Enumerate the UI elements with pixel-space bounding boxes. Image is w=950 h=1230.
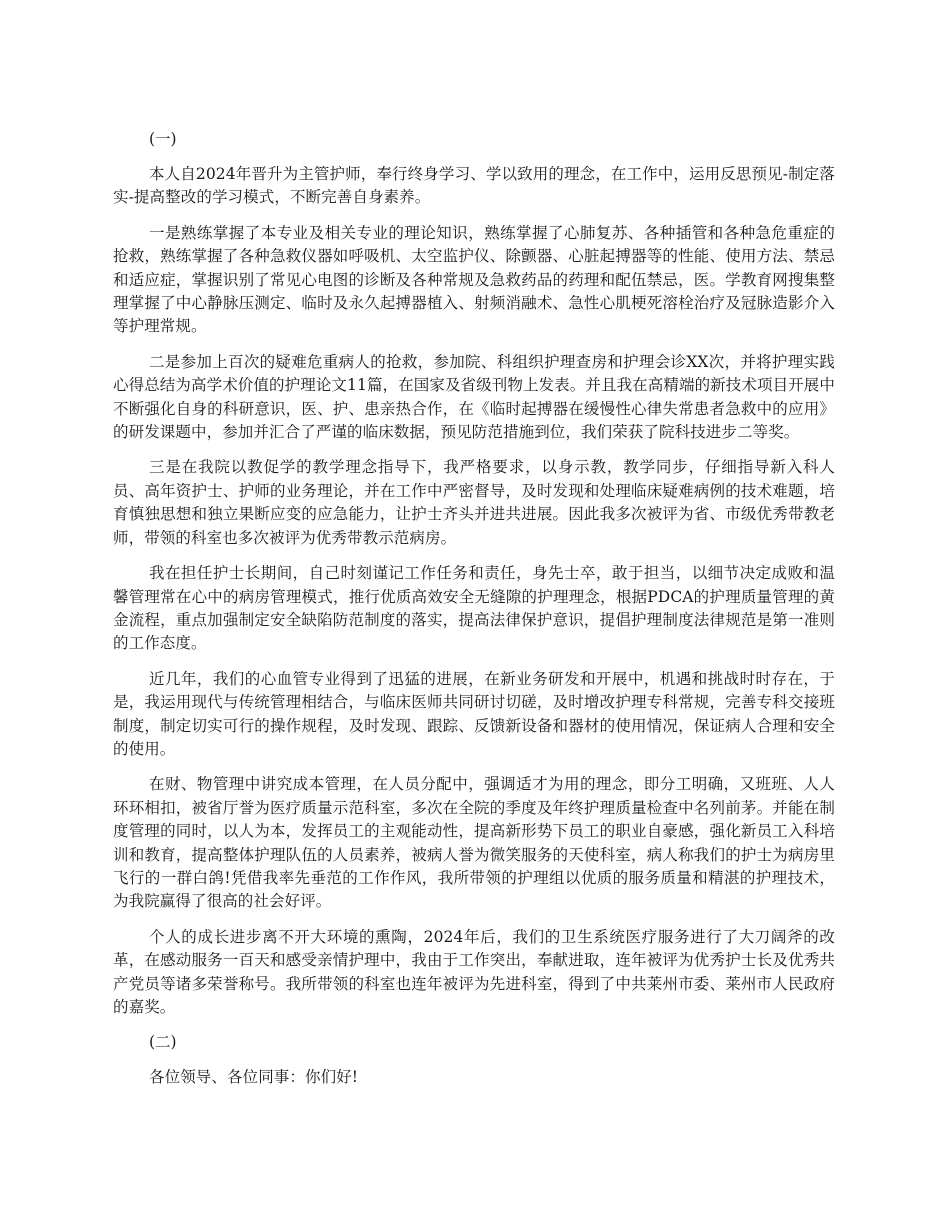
paragraph-point-two: 二是参加上百次的疑难危重病人的抢救，参加院、科组织护理查房和护理会诊XX次，并将护理实践心得总结为高学术价值的护理论文11篇，在国家及省级刊物上发表。并且我在高精端的新技术项目开展中不断强化自身的科研意识，医、护、患亲热合作，在《临时起搏器在缓慢性心律失常患者急救中的应用》的研发课题中，参加并汇合了严谨的临床数据，预见防范措施到位，我们荣获了院科技进步二等奖。 <box>113 352 835 442</box>
paragraph-intro: 本人自2024年晋升为主管护师，奉行终身学习、学以致用的理念，在工作中，运用反思预见-制定落实-提高整改的学习模式，不断完善自身素养。 <box>113 165 835 207</box>
paragraph-point-one: 一是熟练掌握了本专业及相关专业的理论知识，熟练掌握了心肺复苏、各种插管和各种急危重症的抢救，熟练掌握了各种急救仪器如呼吸机、太空监护仪、除颤器、心脏起搏器等的性能、使用方法、禁忌和适应症，掌握识别了常见心电图的诊断及各种常规及急救药品的药理和配伍禁忌，医。学教育网搜集整理掌握了中心静脉压测定、临时及永久起搏器植入、射频消融术、急性心肌梗死溶栓治疗及冠脉造影介入等护理常规。 <box>113 223 835 336</box>
greeting: 各位领导、各位同事：你们好! <box>149 1068 359 1087</box>
section-2-heading: (二) <box>149 1033 177 1052</box>
paragraph-head-nurse: 我在担任护士长期间，自己时刻谨记工作任务和责任，身先士卒，敢于担当，以细节决定成败和温馨管理常在心中的病房管理模式，推行优质高效安全无缝隙的护理理念，根据PDCA的护理质量管理的黄金流程，重点加强制定安全缺陷防范制度的落实，提高法律保护意识，提倡护理制度法律规范是第一准则的工作态度。 <box>113 564 835 653</box>
section-1-heading: (一) <box>149 130 177 148</box>
paragraph-management: 在财、物管理中讲究成本管理，在人员分配中，强调适才为用的理念，即分工明确，又班班、人人环环相扣，被省厅誉为医疗质量示范科室，多次在全院的季度及年终护理质量检查中名列前茅。并能在制度管理的同时，以人为本，发挥员工的主观能动性，提高新形势下员工的职业自豪感，强化新员工入科培训和教育，提高整体护理队伍的人员素养，被病人誉为微笑服务的天使科室，病人称我们的护士为病房里飞行的一群白鸽!凭借我率先垂范的工作作风，我所带领的护理组以优质的服务质量和精湛的护理技术，为我院赢得了很高的社会好评。 <box>113 775 835 911</box>
paragraph-growth: 个人的成长进步离不开大环境的熏陶，2024年后，我们的卫生系统医疗服务进行了大刀阔斧的改革，在感动服务一百天和感受亲情护理中，我由于工作突出，奉献进取，连年被评为优秀护士长及优秀共产党员等诸多荣誉称号。我所带领的科室也连年被评为先进科室，得到了中共莱州市委、莱州市人民政府的嘉奖。 <box>113 927 835 1016</box>
paragraph-recent-years: 近几年，我们的心血管专业得到了迅猛的进展，在新业务研发和开展中，机遇和挑战时时存在，于是，我运用现代与传统管理相结合，与临床医师共同研讨切磋，及时增改护理专科常规，完善专科交接班制度，制定切实可行的操作规程，及时发现、跟踪、反馈新设备和器材的使用情况，保证病人合理和安全的使用。 <box>113 669 835 758</box>
paragraph-point-three: 三是在我院以教促学的教学理念指导下，我严格要求，以身示教，教学同步，仔细指导新入科人员、高年资护士、护师的业务理论，并在工作中严密督导，及时发现和处理临床疑难病例的技术难题，培育慎独思想和独立果断应变的应急能力，让护士齐头并进共进展。因此我多次被评为省、市级优秀带教老师，带领的科室也多次被评为优秀带教示范病房。 <box>113 458 835 547</box>
document-page <box>113 128 835 1102</box>
